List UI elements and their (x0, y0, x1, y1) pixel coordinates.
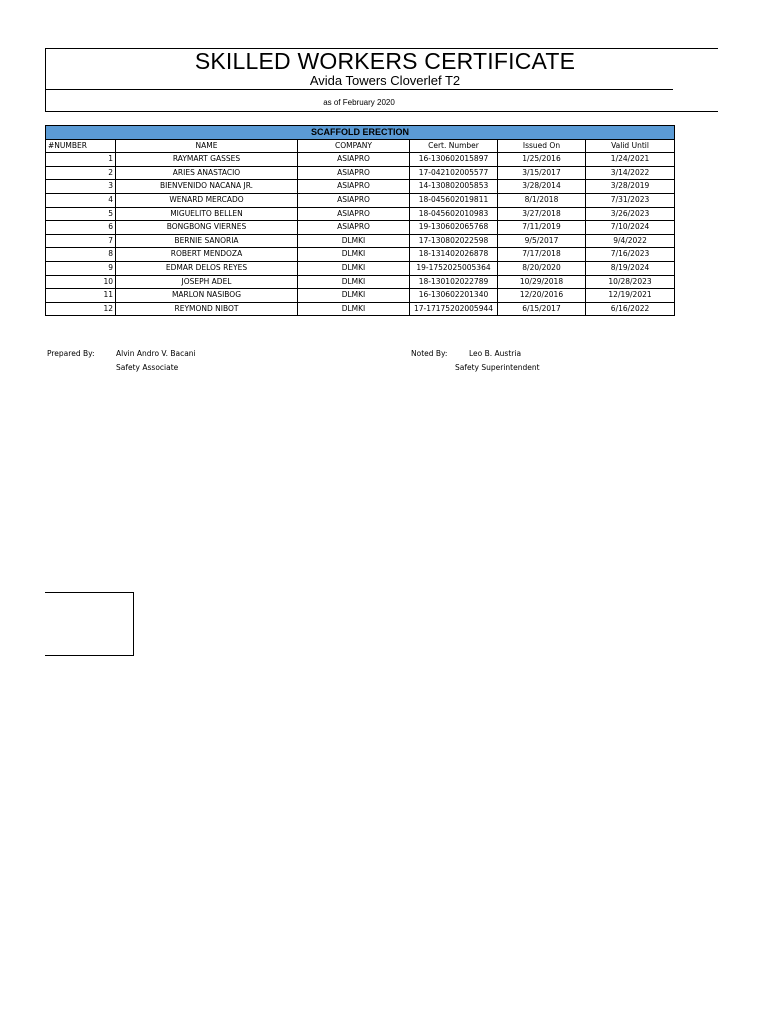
cell-name: WENARD MERCADO (116, 193, 298, 207)
cell-name: MARLON NASIBOG (116, 289, 298, 303)
project-name: Avida Towers Cloverlef T2 (309, 73, 461, 88)
cell-company: ASIAPRO (298, 166, 410, 180)
cell-company: DLMKI (298, 234, 410, 248)
cell-valid-until: 7/10/2024 (586, 221, 675, 235)
cell-company: ASIAPRO (298, 193, 410, 207)
cell-name: ARIES ANASTACIO (116, 166, 298, 180)
column-header-number: #NUMBER (46, 139, 116, 153)
cell-number: 2 (46, 166, 116, 180)
cell-issued-on: 8/20/2020 (498, 261, 586, 275)
cell-valid-until: 12/19/2021 (586, 289, 675, 303)
cell-number: 1 (46, 153, 116, 167)
cell-issued-on: 1/25/2016 (498, 153, 586, 167)
noted-by-label: Noted By: (411, 349, 448, 358)
header-middle-border (45, 89, 673, 90)
cell-issued-on: 7/11/2019 (498, 221, 586, 235)
cell-valid-until: 1/24/2021 (586, 153, 675, 167)
cell-number: 9 (46, 261, 116, 275)
table-row (46, 221, 675, 235)
cell-name: BONGBONG VIERNES (116, 221, 298, 235)
table-row (46, 153, 675, 167)
column-header-name: NAME (116, 139, 298, 153)
cell-number: 7 (46, 234, 116, 248)
cell-company: DLMKI (298, 289, 410, 303)
workers-table (45, 125, 675, 316)
header-bottom-border (45, 111, 718, 112)
table-row (46, 289, 675, 303)
prepared-by-name: Alvin Andro V. Bacani (116, 349, 196, 358)
cell-name: REYMOND NIBOT (116, 302, 298, 316)
cell-company: DLMKI (298, 248, 410, 262)
cell-cert-number: 17-130802022598 (410, 234, 498, 248)
cell-valid-until: 7/16/2023 (586, 248, 675, 262)
cell-number: 11 (46, 289, 116, 303)
column-header-valid-until: Valid Until (586, 139, 675, 153)
cell-cert-number: 18-130102022789 (410, 275, 498, 289)
cell-valid-until: 10/28/2023 (586, 275, 675, 289)
table-row (46, 166, 675, 180)
column-header-issued-on: Issued On (498, 139, 586, 153)
cell-cert-number: 19-1752025005364 (410, 261, 498, 275)
cell-cert-number: 17-042102005577 (410, 166, 498, 180)
cell-cert-number: 18-045602010983 (410, 207, 498, 221)
section-title: SCAFFOLD ERECTION (46, 126, 675, 140)
cell-cert-number: 14-130802005853 (410, 180, 498, 194)
cell-number: 4 (46, 193, 116, 207)
cell-valid-until: 8/19/2024 (586, 261, 675, 275)
table-row (46, 275, 675, 289)
cell-valid-until: 3/26/2023 (586, 207, 675, 221)
cell-name: ROBERT MENDOZA (116, 248, 298, 262)
cell-company: ASIAPRO (298, 221, 410, 235)
cell-number: 3 (46, 180, 116, 194)
cell-issued-on: 3/27/2018 (498, 207, 586, 221)
table-row (46, 302, 675, 316)
cell-issued-on: 12/20/2016 (498, 289, 586, 303)
cell-issued-on: 7/17/2018 (498, 248, 586, 262)
document-title: SKILLED WORKERS CERTIFICATE (194, 48, 576, 74)
cell-company: ASIAPRO (298, 180, 410, 194)
noted-by-title: Safety Superintendent (455, 363, 540, 372)
cell-number: 5 (46, 207, 116, 221)
cell-number: 12 (46, 302, 116, 316)
cell-valid-until: 3/28/2019 (586, 180, 675, 194)
column-header-row (46, 139, 675, 153)
cell-issued-on: 3/15/2017 (498, 166, 586, 180)
cell-company: DLMKI (298, 302, 410, 316)
cell-issued-on: 10/29/2018 (498, 275, 586, 289)
cell-company: DLMKI (298, 275, 410, 289)
cell-cert-number: 19-130602065768 (410, 221, 498, 235)
empty-box (45, 592, 134, 656)
cell-valid-until: 9/4/2022 (586, 234, 675, 248)
cell-issued-on: 8/1/2018 (498, 193, 586, 207)
cell-valid-until: 7/31/2023 (586, 193, 675, 207)
table-row (46, 207, 675, 221)
cell-valid-until: 6/16/2022 (586, 302, 675, 316)
prepared-by-title: Safety Associate (116, 363, 179, 372)
cell-cert-number: 18-131402026878 (410, 248, 498, 262)
cell-cert-number: 16-130602201340 (410, 289, 498, 303)
column-header-company: COMPANY (298, 139, 410, 153)
cell-name: EDMAR DELOS REYES (116, 261, 298, 275)
cell-name: MIGUELITO BELLEN (116, 207, 298, 221)
table-row (46, 234, 675, 248)
cell-valid-until: 3/14/2022 (586, 166, 675, 180)
table-row (46, 248, 675, 262)
cell-name: BIENVENIDO NACANA JR. (116, 180, 298, 194)
table-row (46, 261, 675, 275)
cell-name: JOSEPH ADEL (116, 275, 298, 289)
cell-number: 8 (46, 248, 116, 262)
cell-company: ASIAPRO (298, 207, 410, 221)
cell-name: BERNIE SANORIA (116, 234, 298, 248)
noted-by-name: Leo B. Austria (469, 349, 522, 358)
as-of-date: as of February 2020 (323, 98, 395, 107)
cell-cert-number: 18-045602019811 (410, 193, 498, 207)
table-body (46, 153, 675, 316)
cell-issued-on: 9/5/2017 (498, 234, 586, 248)
prepared-by-label: Prepared By: (47, 349, 95, 358)
cell-name: RAYMART GASSES (116, 153, 298, 167)
cell-number: 6 (46, 221, 116, 235)
table-row (46, 193, 675, 207)
cell-issued-on: 6/15/2017 (498, 302, 586, 316)
cell-cert-number: 17-17175202005944 (410, 302, 498, 316)
cell-cert-number: 16-130602015897 (410, 153, 498, 167)
cell-company: ASIAPRO (298, 153, 410, 167)
table-row (46, 180, 675, 194)
column-header-cert-number: Cert. Number (410, 139, 498, 153)
cell-number: 10 (46, 275, 116, 289)
cell-company: DLMKI (298, 261, 410, 275)
section-header-row (46, 126, 675, 140)
cell-issued-on: 3/28/2014 (498, 180, 586, 194)
